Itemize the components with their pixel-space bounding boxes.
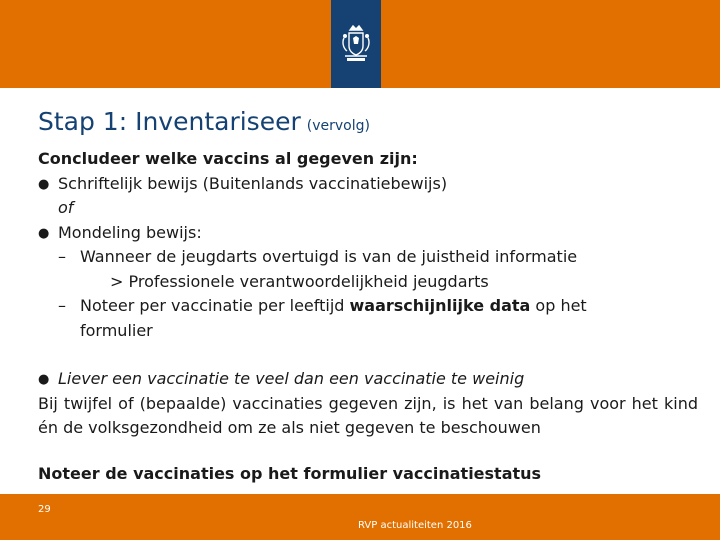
list-item: ● Schriftelijk bewijs (Buitenlands vaccinatiebewijs) xyxy=(38,172,698,197)
conclusion-text: Noteer de vaccinaties op het formulier vaccinatiestatus xyxy=(38,464,542,483)
content-heading: Concludeer welke vaccins al gegeven zijn: xyxy=(38,149,418,168)
header-bar xyxy=(0,0,720,88)
footer-bar xyxy=(0,494,720,540)
sub-list-item: – Wanneer de jeugdarts overtuigd is van de juistheid informatie xyxy=(58,247,578,266)
slide-title xyxy=(38,107,370,141)
slide-body xyxy=(38,147,698,441)
page-number: 29 xyxy=(38,504,51,515)
title-main: Stap 1: Inventariseer xyxy=(38,107,301,136)
logo-box xyxy=(331,0,381,88)
sub-list-item: – Noteer per vaccinatie per leeftijd waarschijnlijke data op het xyxy=(58,296,587,315)
bullet-icon: ● xyxy=(38,176,50,192)
footer-note: RVP actualiteiten 2016 xyxy=(358,520,472,531)
sub-list-continuation: formulier xyxy=(80,320,153,340)
list-item: ● Mondeling bewijs: xyxy=(38,221,698,246)
paragraph: Bij twijfel of (bepaalde) vaccinaties gegeven zijn, is het van belang voor het kind én de volksgezondheid om ze als niet gegeven te beschouwen xyxy=(38,393,698,437)
bullet-icon: ● xyxy=(38,372,50,387)
title-sub: (vervolg) xyxy=(306,118,370,134)
rijksoverheid-crest-icon xyxy=(340,24,372,64)
bullet-icon: ● xyxy=(38,225,50,241)
or-text: of xyxy=(58,198,74,217)
sub-list-note: > Professionele verantwoordelijkheid jeugdarts xyxy=(110,271,489,291)
list-item: ● Liever een vaccinatie te veel dan een vaccinatie te weinig xyxy=(38,367,698,392)
